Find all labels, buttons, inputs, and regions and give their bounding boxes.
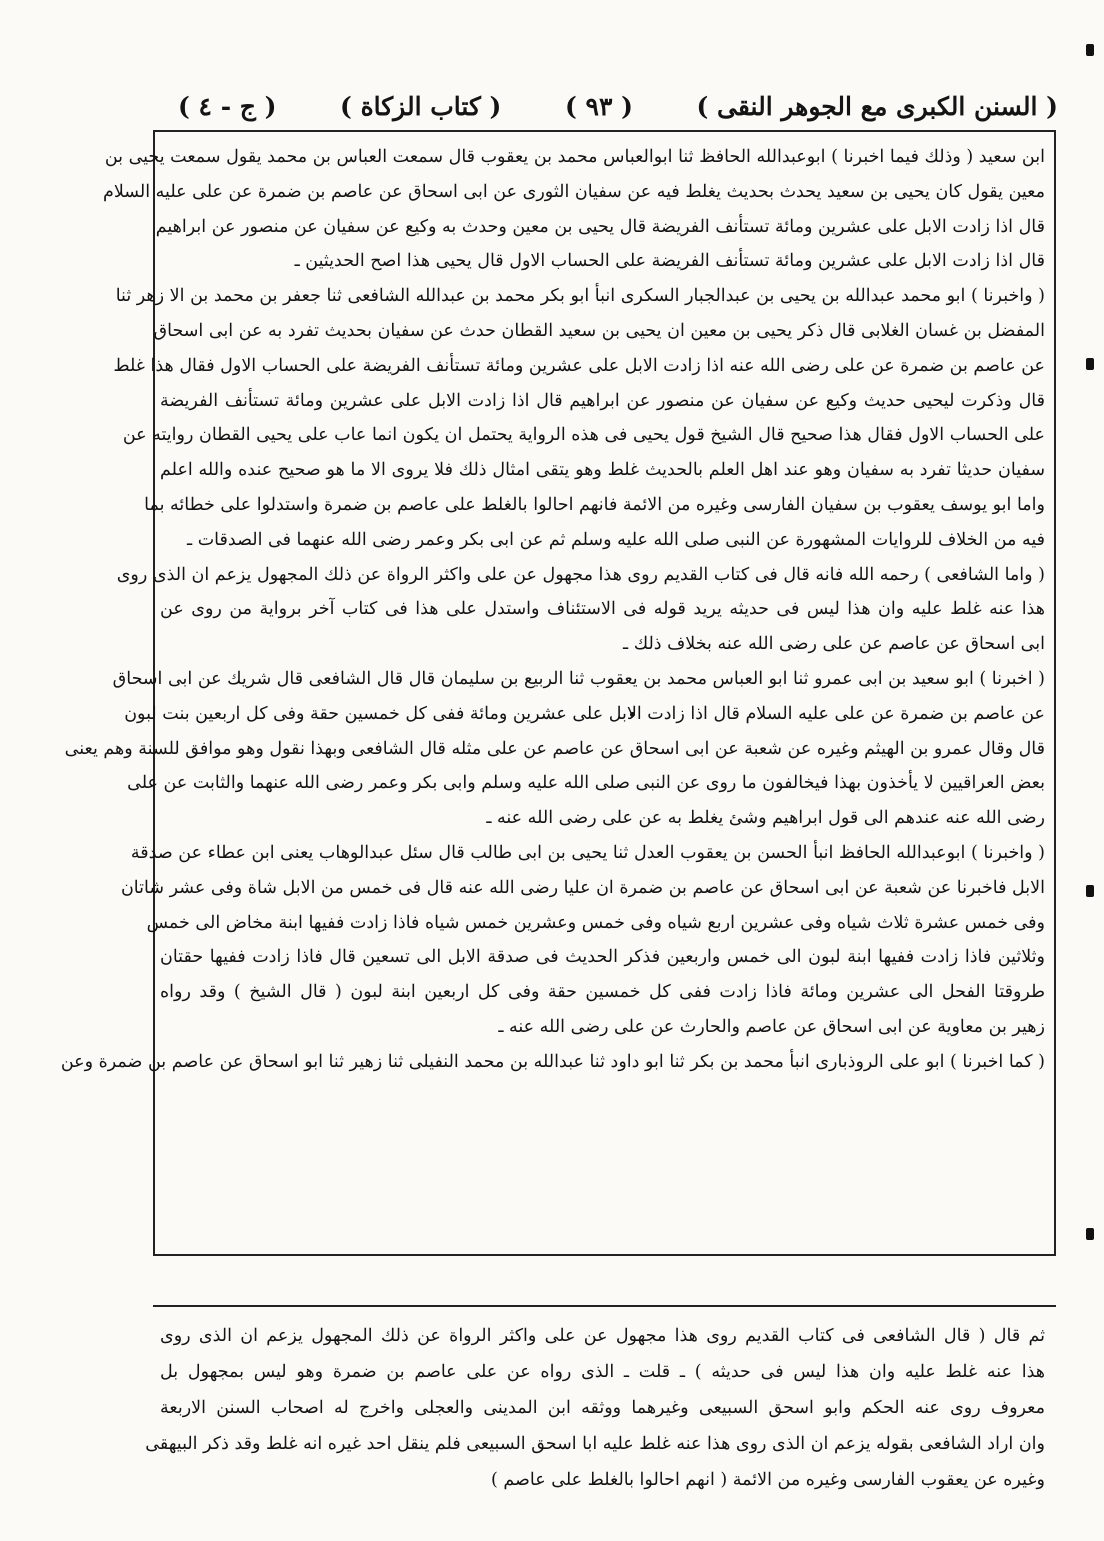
text-line: طروقتا الفحل الى عشرين ومائة فاذا زادت ففى كل خمسين حقة وفى كل اربعين ابنة لبون ( قال الشيخ ) وقد رواه	[160, 982, 1045, 1003]
edge-mark-lower	[1086, 885, 1094, 897]
running-title: ( السنن الكبرى مع الجوهر النقى )	[696, 91, 1058, 121]
footnote-line: هذا عنه غلط عليه وان هذا ليس فى حديثه ) ـ قلت ـ الذى رواه عن على عاصم بن ضمرة وهو ليس بمجهول بل	[160, 1362, 1045, 1382]
footnote-separator	[153, 1305, 1056, 1307]
text-line: ( واخبرنا ) ابو محمد عبدالله بن يحيى بن عبدالجبار السكرى انبأ ابو بكر محمد بن عبدالله الشافعى ثنا جعفر بن محمد بن الا زهر ثنا	[115, 286, 1045, 307]
text-line: ( اخبرنا ) ابو سعيد بن ابى عمرو ثنا ابو العباس محمد بن يعقوب ثنا الربيع بن سليمان قال قال الشافعى قال شريك عن ابى اسحاق	[112, 668, 1045, 689]
volume-number: ( ج - ٤ )	[178, 91, 277, 121]
text-line: على الحساب الاول فقال هذا صحيح قال الشيخ قول يحيى فى هذه الرواية يحتمل ان يكون انما عاب على يحيى القطان روايته عن	[122, 425, 1045, 446]
text-line: المفضل بن غسان الغلابى قال ذكر يحيى بن معين ان يحيى بن سعيد القطان حدث عن سفيان بحديث تفرد به عن ابى اسحاق	[153, 320, 1045, 341]
footnote-line: معروف روى عنه الحكم وابو اسحق السبيعى وغيرهما ووثقه ابن المدينى والعجلى واخرج له اصحاب السنن الاربعة	[160, 1398, 1045, 1418]
text-line: رضى الله عنه عندهم الى قول ابراهيم وشئ يغلط به عن على رضى الله عنه ـ	[486, 808, 1045, 829]
text-line: قال وذكرت ليحيى حديث وكيع عن سفيان عن منصور عن ابراهيم قال اذا زادت الابل على عشرين ومائة تستأنف الفريضة	[160, 390, 1045, 411]
main-frame-right	[1054, 130, 1056, 1256]
text-line: وثلاثين فاذا زادت ففيها ابنة لبون الى خمس واربعين فذكر الحديث فى صدقة الابل الى تسعين قال فاذا زادت ففيها حقتان	[160, 947, 1045, 968]
main-frame-bottom	[153, 1254, 1056, 1256]
text-line: عن عاصم بن ضمرة عن على عليه السلام قال اذا زادت الابل على عشرين ومائة ففى كل خمسين حقة وفى كل اربعين بنت لبون	[124, 703, 1045, 724]
text-line: قال اذا زادت الابل على عشرين ومائة تستأنف الفريضة على الحساب الاول قال يحيى هذا اصح الحديثين ـ	[294, 251, 1045, 272]
main-text-block	[60, 140, 1045, 1080]
text-line: هذا عنه غلط عليه وان هذا ليس فى حديثه يريد قوله فى الاستئناف واستدل على هذا فى كتاب آخر برواية من روى عن	[160, 599, 1045, 620]
text-line: فيه من الخلاف للروايات المشهورة عن النبى صلى الله عليه وسلم ثم عن ابى بكر وعمر رضى الله عنهما فى الصدقات ـ	[187, 529, 1045, 550]
book-title: ( كتاب الزكاة )	[340, 91, 502, 121]
text-line: زهير بن معاوية عن ابى اسحاق عن عاصم والحارث عن على رضى الله عنه ـ	[498, 1016, 1045, 1037]
text-line: قال اذا زادت الابل على عشرين ومائة تستأنف الفريضة قال يحيى بن معين وحدث به وكيع عن سفيان عن منصور عن ابراهيم	[155, 216, 1045, 237]
text-line: معين يقول كان يحيى بن سعيد يحدث بحديث يغلط فيه عن سفيان الثورى عن ابى اسحاق عن عاصم بن ضمرة عن على عليه السلام	[103, 181, 1045, 202]
edge-mark-top	[1086, 44, 1094, 56]
text-line: عن عاصم بن ضمرة عن على رضى الله عنه اذا زادت الابل على عشرين ومائة تستأنف الفريضة على الحساب الاول فقال هذا غلط	[113, 355, 1045, 376]
text-line: واما ابو يوسف يعقوب بن سفيان الفارسى وغيره من الائمة فانهم احالوا بالغلط على عاصم بن ضمرة واستدلوا على خطائه بما	[144, 494, 1045, 515]
page-header	[178, 86, 1058, 126]
text-line: ابن سعيد ( وذلك فيما اخبرنا ) ابوعبدالله الحافظ ثنا ابوالعباس محمد بن يعقوب قال سمعت العباس بن محمد يقول سمعت يحيى بن	[104, 147, 1045, 167]
text-line: الابل فاخبرنا عن شعبة عن ابى اسحاق عن عاصم بن ضمرة ان عليا رضى الله عنه قال فى خمس من الابل شاة وفى عشر شاتان	[120, 877, 1045, 898]
text-line: ( واخبرنا ) ابوعبدالله الحافظ انبأ الحسن بن يعقوب العدل ثنا يحيى بن ابى طالب قال سئل عبدالوهاب يعنى ابن عطاء عن صدقة	[130, 842, 1045, 863]
header-rule	[153, 130, 1056, 132]
footnote-line: وغيره عن يعقوب الفارسى وغيره من الائمة ( انهم احالوا بالغلط على عاصم )	[491, 1470, 1045, 1490]
text-line: ( كما اخبرنا ) ابو على الروذبارى انبأ محمد بن بكر ثنا ابو داود ثنا عبدالله بن محمد النفيلى ثنا زهير ثنا ابو اسحاق عن عاصم بن ضمرة وعن	[60, 1051, 1045, 1072]
text-line: سفيان حديثا تفرد به سفيان وهو عند اهل العلم بالحديث غلط وهو يتقى امثال ذلك فلا يروى الا ما هو صحيح عنده والله اعلم	[160, 460, 1045, 481]
footnote-line: وان اراد الشافعى بقوله يزعم ان الذى روى هذا عنه غلط عليه ابا اسحق السبيعى فلم ينقل احد غيره انه غلط وقد ذكر البيهقى	[145, 1434, 1045, 1454]
footnote-line: ثم قال ( قال الشافعى فى كتاب القديم روى هذا مجهول عن على واكثر الرواة عن ذلك المجهول يزعم ان الذى روى	[160, 1326, 1045, 1346]
text-line: وفى خمس عشرة ثلاث شياه وفى عشرين اربع شياه وفى خمس وعشرين خمس شياه فاذا زادت ففيها ابنة مخاض الى خمس	[146, 912, 1045, 933]
page-number: ( ٩٣ )	[564, 91, 633, 121]
text-line: ( واما الشافعى ) رحمه الله فانه قال فى كتاب القديم روى هذا مجهول عن على واكثر الرواة عن ذلك المجهول يزعم ان الذى روى	[116, 564, 1045, 585]
text-line: ابى اسحاق عن عاصم عن على رضى الله عنه بخلاف ذلك ـ	[623, 634, 1045, 655]
text-line: قال وقال عمرو بن الهيثم وغيره عن شعبة عن ابى اسحاق عن عاصم عن على مثله قال الشافعى وبهذا نقول وهو موافق للسنة وهم يعنى	[64, 738, 1045, 759]
edge-mark-bottom	[1086, 1228, 1094, 1240]
commentary-block	[145, 1318, 1045, 1498]
edge-mark-middle	[1086, 358, 1094, 370]
text-line: بعض العراقيين لا يأخذون بهذا فيخالفون ما روى عن النبى صلى الله عليه وسلم وابى بكر وعمر رضى الله عنهما والثابت عن على	[127, 773, 1045, 794]
